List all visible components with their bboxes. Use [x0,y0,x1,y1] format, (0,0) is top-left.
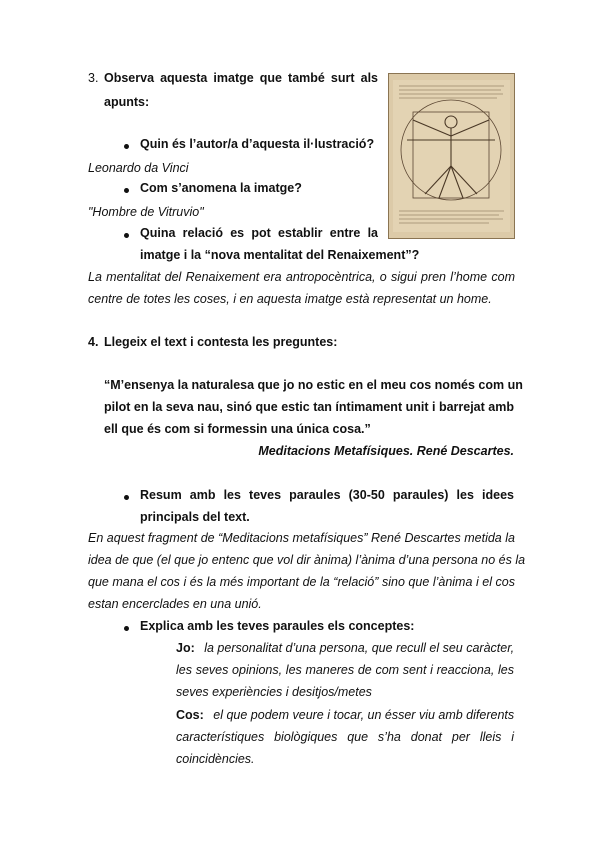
bullet [124,188,129,193]
q4-answer1-line4: estan encerclades en una unió. [88,597,262,611]
q4-title: Llegeix el text i contesta les preguntes: [104,335,338,349]
bullet [124,144,129,149]
q3-bullet3-line2: imatge i la “nova mentalitat del Renaixement”? [140,248,420,262]
q3-bullet3-line1: Quina relació es pot establir entre la [140,226,378,240]
q3-answer2: "Hombre de Vitruvio" [88,205,204,219]
jo-line3: seves experiències i desitjos/metes [176,685,372,699]
q4-bullet1-line1: Resum amb les teves paraules (30-50 paraules) les idees [140,488,514,502]
q3-answer1: Leonardo da Vinci [88,161,189,175]
cos-line2: característiques biològiques que s’ha donat per lleis i [176,730,514,744]
cos-label: Cos: [176,708,204,722]
quote-line1: “M’ensenya la naturalesa que jo no estic en el meu cos només com un [104,378,523,392]
q4-bullet2: Explica amb les teves paraules els conceptes: [140,619,415,633]
jo-label: Jo: [176,641,195,655]
cos-line3: coincidències. [176,752,255,766]
bullet [124,233,129,238]
q3-bullet2: Com s’anomena la imatge? [140,181,302,195]
q4-bullet1-line2: principals del text. [140,510,250,524]
q3-number: 3. [88,71,99,85]
q3-answer3-line1: La mentalitat del Renaixement era antropocèntrica, o sigui pren l’home com [88,270,515,284]
vitruvian-man-image [388,73,515,239]
q3-title-line2: apunts: [104,95,150,109]
quote-line2: pilot en la seva nau, sinó que estic tan íntimament unit i barrejat amb [104,400,514,414]
jo-line2: les seves opinions, les maneres de com sent i reacciona, les [176,663,514,677]
quote-line3: ell que és com si formessin una única cosa.” [104,422,371,436]
q4-answer1-line3: que mana el cos i és la més important de la “relació” sino que l’ànima i el cos [88,575,515,589]
q3-title-line1: Observa aquesta imatge que també surt als [104,71,378,85]
jo-line1: la personalitat d’una persona, que recull el seu caràcter, [204,641,515,655]
bullet [124,626,129,631]
cos-line1: el que podem veure i tocar, un ésser viu amb diferents [213,708,515,722]
q4-answer1-line1: En aquest fragment de “Meditacions metafísiques” René Descartes metida la [88,531,515,545]
bullet [124,495,129,500]
q4-answer1-line2: idea de que (el que jo entenc que vol dir ànima) l’ànima d’una persona no és la [88,553,526,567]
quote-source: Meditacions Metafísiques. René Descartes. [258,444,514,458]
q3-bullet1: Quin és l’autor/a d’aquesta il·lustració? [140,137,375,151]
q3-answer3-line2: centre de totes les coses, i en aquesta imatge està representat un home. [88,292,492,306]
vitruvian-man-drawing [389,74,514,238]
q4-number: 4. [88,335,99,349]
cos-line1-row [176,708,514,722]
jo-line1-row [176,641,514,655]
